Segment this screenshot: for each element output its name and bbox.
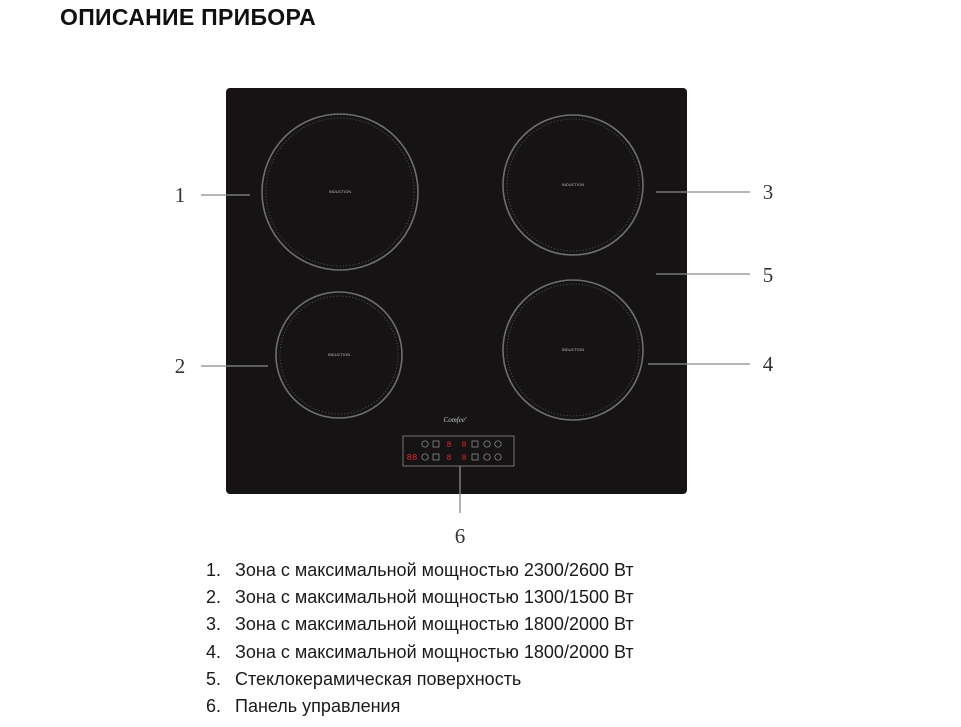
page-title: ОПИСАНИЕ ПРИБОРА [60,4,317,30]
brand-logo: Comfee' [443,416,467,424]
callout-6: 6 [454,524,466,548]
display-digit-4: 8 [461,454,467,463]
glass-ceramic-surface [226,88,687,494]
legend-number: 5. [206,668,222,689]
component-legend [206,557,634,720]
legend-number: 3. [206,614,222,635]
legend-item [206,693,634,720]
callout-4: 4 [762,352,774,376]
legend-number: 1. [206,560,222,580]
legend-number: 6. [206,696,222,717]
legend-text: Стеклокерамическая поверхность [235,668,522,689]
display-digit-2: 8 [461,441,467,450]
legend-text: Зона с максимальной мощностью 1800/2000 Вт [235,614,634,635]
legend-text: Зона с максимальной мощностью 1300/1500 Вт [235,587,634,608]
callout-1: 1 [174,183,186,207]
callout-5: 5 [762,263,774,287]
callout-3: 3 [762,180,774,204]
legend-item [206,611,634,638]
legend-item [206,666,634,693]
legend-item [206,557,634,584]
legend-text: Зона с максимальной мощностью 2300/2600 Вт [235,560,634,580]
zone-4-tag: INDUCTION [561,347,585,352]
display-digit-1: 8 [446,441,452,450]
legend-item [206,584,634,611]
legend-item [206,639,634,666]
legend-text: Зона с максимальной мощностью 1800/2000 Вт [235,641,634,662]
zone-3-tag: INDUCTION [561,182,585,187]
legend-number: 4. [206,641,222,662]
legend-number: 2. [206,587,222,608]
callout-2: 2 [174,354,186,378]
zone-1-tag: INDUCTION [328,189,352,194]
legend-text: Панель управления [235,696,401,717]
zone-2-tag: INDUCTION [327,352,351,357]
display-digit-3: 8 [446,454,452,463]
timer-display: 88 [406,453,418,463]
